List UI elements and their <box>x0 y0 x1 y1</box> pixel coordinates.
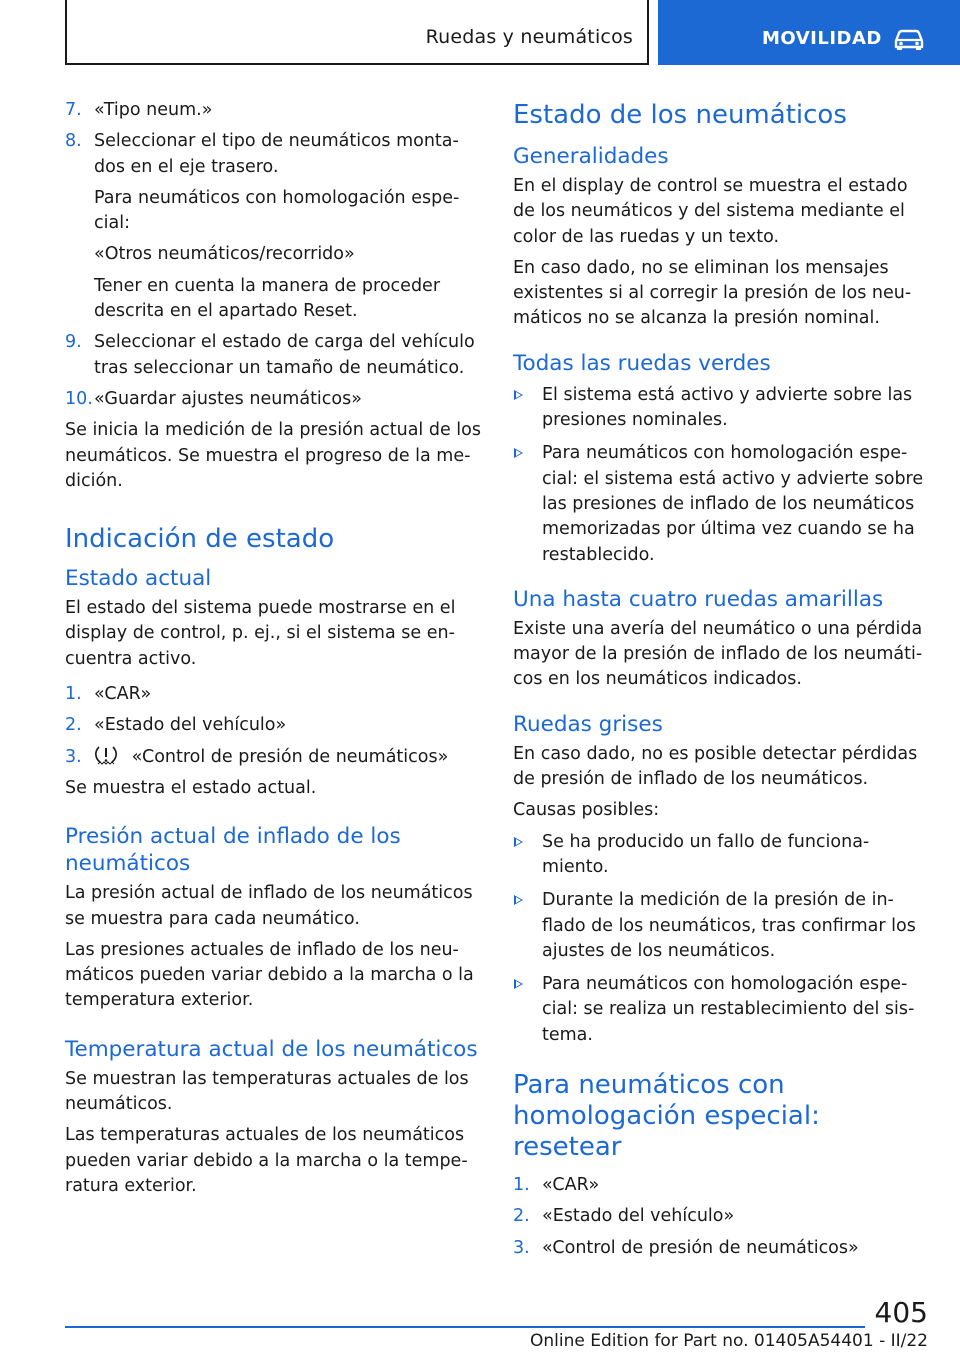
step-subtext: Para neumáticos con homologación espe-cial: <box>94 187 460 234</box>
list-item <box>513 1204 928 1229</box>
list-item <box>513 1236 928 1261</box>
step-text: «Guardar ajustes neumáticos» <box>94 388 362 409</box>
heading-presion-actual: Presión actual de inflado de los neumáticos <box>65 824 401 877</box>
bullet-text: El sistema está activo y advierte sobre las presiones nominales. <box>542 384 913 431</box>
list-item <box>513 441 928 567</box>
step-number: 9. <box>65 332 82 353</box>
list-item <box>65 129 483 324</box>
heading-ruedas-grises: Ruedas grises <box>513 711 663 737</box>
step-text: «CAR» <box>542 1175 600 1196</box>
heading-ruedas-verdes: Todas las ruedas verdes <box>513 350 771 376</box>
steps-list-reset <box>513 1173 928 1261</box>
bullets-grises <box>513 830 928 1048</box>
step-text: «Estado del vehículo» <box>94 715 287 736</box>
footer-divider <box>65 1326 865 1328</box>
header-category-tab <box>658 0 960 65</box>
bullet-text: Para neumáticos con homologación espe-cial: se realiza un restablecimiento del sis-tema. <box>542 974 915 1045</box>
list-item <box>65 682 483 707</box>
triangle-bullet-icon <box>514 837 523 847</box>
bullet-text: Durante la medición de la presión de in-flado de los neumáticos, tras confirmar los ajustes de los neumáticos. <box>542 890 916 961</box>
step-number: 1. <box>65 684 82 705</box>
step-number: 1. <box>513 1175 530 1196</box>
heading-reset: Para neumáticos con homologación especial: resetear <box>513 1070 820 1163</box>
triangle-bullet-icon <box>514 979 523 989</box>
step-number: 8. <box>65 131 82 152</box>
bullet-text: Para neumáticos con homologación espe-cial: el sistema está activo y advierte sobre las presiones de inflado de los neumáticos memorizadas por última vez cuando se ha restablecido. <box>542 443 924 565</box>
left-column <box>65 98 483 1205</box>
heading-indicacion-estado: Indicación de estado <box>65 524 335 555</box>
heading-estado-actual: Estado actual <box>65 566 212 592</box>
generalidades-paragraph-1: En el display de control se muestra el estado de los neumáticos y del sistema mediante el color de las ruedas y un texto. <box>513 176 908 247</box>
steps-list-top <box>65 98 483 412</box>
grises-paragraph: En caso dado, no es posible detectar pérdidas de presión de inflado de los neumáticos. <box>513 743 918 790</box>
list-item <box>65 745 483 770</box>
list-item <box>65 330 483 381</box>
list-item <box>65 713 483 738</box>
list-item <box>513 972 928 1048</box>
triangle-bullet-icon <box>514 390 523 400</box>
step-number: 7. <box>65 100 82 120</box>
amarillas-paragraph: Existe una avería del neumático o una pérdida mayor de la presión de inflado de los neumáti-cos en los neumáticos indicados. <box>513 618 923 690</box>
steps-list-estado <box>65 682 483 770</box>
step-text: Seleccionar el estado de carga del vehículo tras seleccionar un tamaño de neumático. <box>94 332 475 378</box>
step-text: «Estado del vehículo» <box>542 1206 735 1227</box>
estado-muestra-paragraph: Se muestra el estado actual. <box>65 777 317 798</box>
header-category-label: MOVILIDAD <box>762 28 882 49</box>
step-number: 2. <box>65 715 82 736</box>
header-section-box <box>65 0 649 65</box>
step-text: Seleccionar el tipo de neumáticos monta-dos en el eje trasero. <box>94 131 459 177</box>
heading-temperatura-actual: Temperatura actual de los neumáticos <box>65 1036 478 1062</box>
list-item <box>513 830 928 881</box>
right-column <box>513 98 928 1267</box>
step-text: «Tipo neum.» <box>94 100 213 120</box>
step-text: «Control de presión de neumáticos» <box>131 746 449 767</box>
step-number: 3. <box>65 746 82 767</box>
step-number: 2. <box>513 1206 530 1227</box>
step-text: «CAR» <box>94 684 152 705</box>
page-number: 405 <box>874 1296 928 1329</box>
estado-paragraph: El estado del sistema puede mostrarse en el display de control, p. ej., si el sistema se en-cuentra activo. <box>65 598 456 669</box>
list-item <box>65 387 483 412</box>
list-item <box>513 1173 928 1198</box>
step-subtext: «Otros neumáticos/recorrido» <box>94 244 355 265</box>
triangle-bullet-icon <box>514 448 523 458</box>
heading-estado-neumaticos: Estado de los neumáticos <box>513 100 847 130</box>
step-text: «Control de presión de neumáticos» <box>542 1237 859 1258</box>
list-item <box>513 888 928 964</box>
header-section-title: Ruedas y neumáticos <box>425 26 633 48</box>
presion-paragraph-2: Las presiones actuales de inflado de los neu-máticos pueden variar debido a la marcha o la temperatura exterior. <box>65 939 474 1011</box>
causas-paragraph: Causas posibles: <box>513 800 660 821</box>
car-icon <box>893 28 925 50</box>
temperatura-paragraph-2: Las temperaturas actuales de los neumáticos pueden variar debido a la marcha o la tempe-ratura exterior. <box>65 1125 468 1196</box>
step-number: 10. <box>65 388 93 409</box>
step-number: 3. <box>513 1237 530 1258</box>
bullets-verdes <box>513 383 928 568</box>
heading-ruedas-amarillas: Una hasta cuatro ruedas amarillas <box>513 586 884 612</box>
footer-edition: Online Edition for Part no. 01405A54401 - II/22 <box>529 1331 928 1351</box>
generalidades-paragraph-2: En caso dado, no se eliminan los mensajes existentes si al corregir la presión de los neu-máticos no se alcanza la presión nominal. <box>513 257 912 329</box>
presion-paragraph-1: La presión actual de inflado de los neumáticos se muestra para cada neumático. <box>65 883 473 929</box>
measurement-paragraph: Se inicia la medición de la presión actual de los neumáticos. Se muestra el progreso de la me-dición. <box>65 420 481 491</box>
triangle-bullet-icon <box>514 895 523 905</box>
tire-pressure-warning-icon <box>94 745 118 765</box>
list-item <box>65 98 483 123</box>
bullet-text: Se ha producido un fallo de funciona-miento. <box>542 831 870 877</box>
heading-generalidades: Generalidades <box>513 144 669 169</box>
temperatura-paragraph-1: Se muestran las temperaturas actuales de los neumáticos. <box>65 1068 469 1115</box>
step-subtext: Tener en cuenta la manera de proceder descrita en el apartado Reset. <box>94 275 441 322</box>
list-item <box>513 383 928 434</box>
